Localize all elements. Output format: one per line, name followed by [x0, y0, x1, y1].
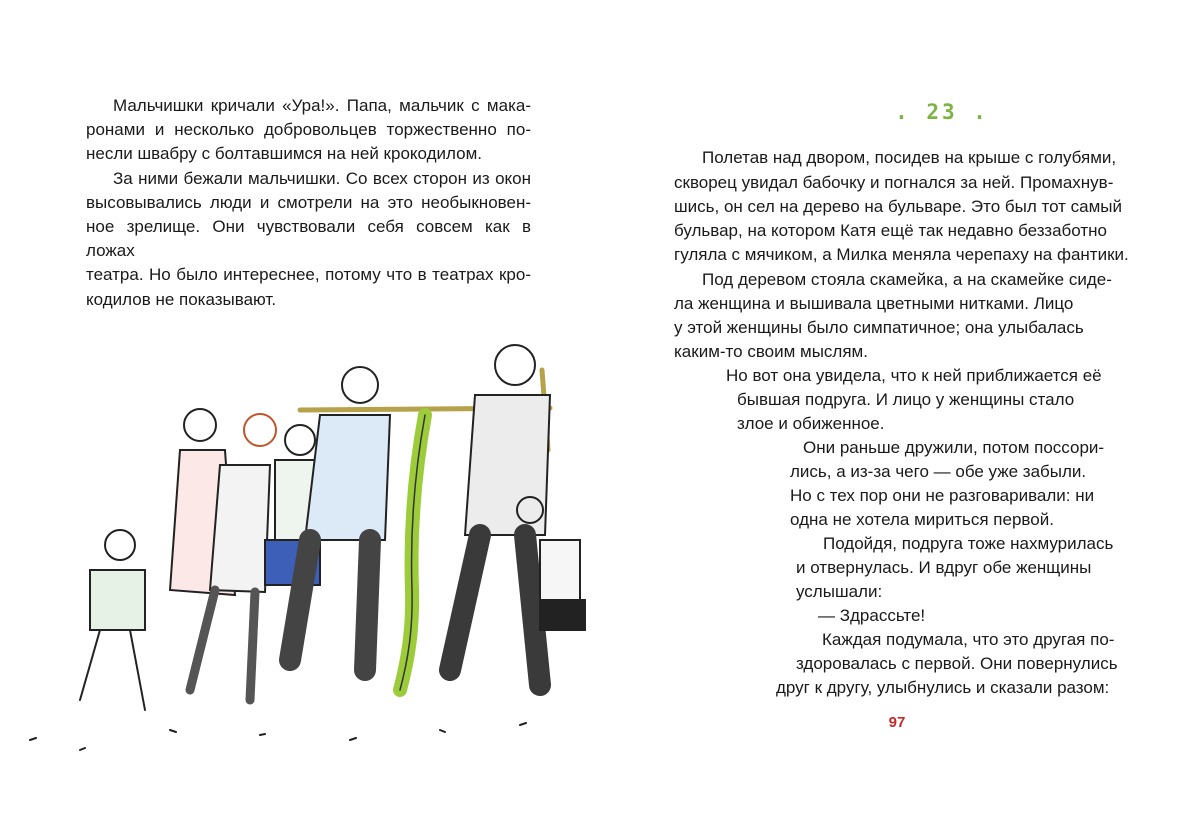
text-line: и отвернулась. И вдруг обе женщины [796, 558, 1092, 577]
text-line: Каждая подумала, что это другая по- [822, 630, 1115, 649]
text-line: скворец увидал бабочку и погнался за ней. Промахнув- [674, 173, 1114, 192]
text-line: театра. Но было интереснее, потому что в театрах кро- [86, 265, 531, 285]
text-line: Мальчишки кричали «Ура!». Папа, мальчик с мака- [113, 96, 531, 115]
text-line: услышали: [796, 582, 883, 601]
text-line: лись, а из-за чего — обе уже забыли. [790, 462, 1087, 481]
chapter-number: . 23 . [895, 100, 989, 124]
text-line: одна не хотела мириться первой. [790, 510, 1054, 529]
text-line: шись, он сел на дерево на бульваре. Это был тот самый [674, 197, 1123, 216]
text-line: здоровалась с первой. Они повернулись [796, 654, 1118, 673]
text-line: высовывались люди и смотрели на это необыкновен- [86, 192, 531, 212]
text-line: друг к другу, улыбнулись и сказали разом: [776, 678, 1110, 697]
text-line: Полетав над двором, посидев на крыше с голубями, [702, 148, 1117, 167]
page-number: 97 [888, 714, 906, 731]
right-body-text [600, 0, 1200, 822]
text-line: ла женщина и вышивала цветными нитками. Лицо [674, 294, 1074, 313]
procession-illustration [20, 330, 600, 760]
text-line: каким-то своим мыслям. [674, 342, 868, 361]
text-line: Подойдя, подруга тоже нахмурилась [823, 534, 1114, 553]
text-line: ронами и несколько добровольцев торжественно по- [86, 120, 531, 140]
text-line: злое и обиженное. [737, 414, 885, 433]
text-line: За ними бежали мальчишки. Со всех сторон из окон [113, 168, 531, 188]
text-line: Но вот она увидела, что к ней приближается её [726, 366, 1102, 385]
text-line: несли швабру с болтавшимся на ней крокодилом. [86, 144, 483, 164]
text-line: Но с тех пор они не разговаривали: ни [790, 486, 1095, 505]
text-line: Они раньше дружили, потом поссори- [803, 438, 1105, 457]
text-line: бульвар, на котором Катя ещё так недавно беззаботно [674, 221, 1108, 240]
text-line: — Здрассьте! [818, 606, 926, 625]
left-body-text [86, 94, 531, 312]
text-line: Под деревом стояла скамейка, а на скамейке сиде- [702, 270, 1112, 289]
text-line: у этой женщины было симпатичное; она улыбалась [674, 318, 1084, 337]
text-line: кодилов не показывают. [86, 289, 277, 309]
text-line: бывшая подруга. И лицо у женщины стало [737, 390, 1075, 409]
text-line: гуляла с мячиком, а Милка меняла черепаху на фантики. [674, 245, 1129, 264]
text-line: ное зрелище. Они чувствовали себя совсем как в ложах [86, 217, 531, 261]
right-page [600, 0, 1200, 822]
